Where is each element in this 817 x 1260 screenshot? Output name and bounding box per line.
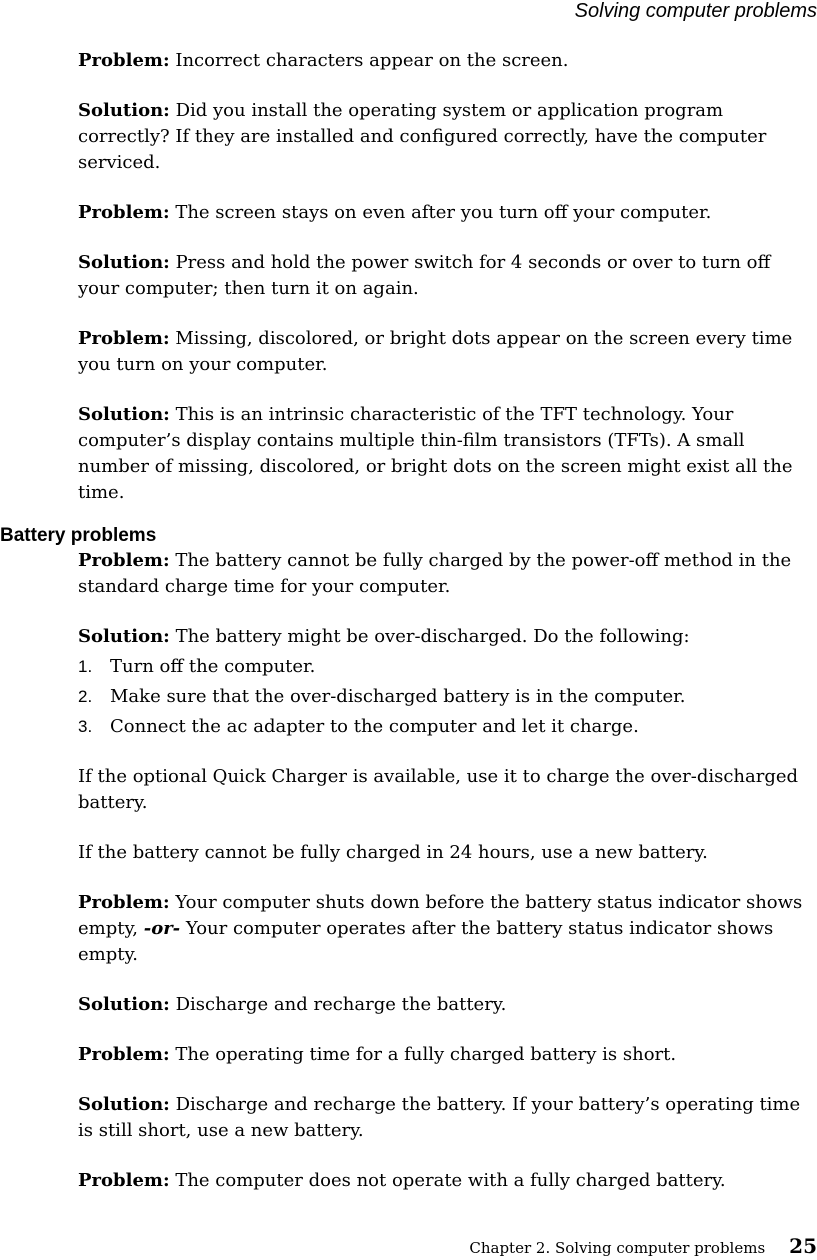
step-text: Turn off the computer. [110, 656, 316, 677]
problem-label: Problem: [78, 1044, 170, 1065]
running-header: Solving computer problems [574, 0, 817, 22]
solution-label: Solution: [78, 1094, 170, 1115]
steps-list [78, 654, 817, 740]
step-number: 1. [78, 657, 93, 676]
problem-1 [78, 48, 817, 74]
or-separator: -or- [143, 918, 181, 939]
battery-problem-1 [78, 548, 817, 600]
page-footer [469, 1234, 817, 1260]
footer-chapter: Chapter 2. Solving computer problems [469, 1239, 766, 1257]
page-content [0, 48, 817, 1218]
note-new-battery: If the battery cannot be fully charged in 24 hours, use a new battery. [78, 842, 708, 863]
solution-3 [78, 402, 817, 506]
solution-text: This is an intrinsic characteristic of the TFT technology. Your computer’s display contains multiple thin-film transistors (TFTs). A small number of missing, discolored, or bright dots on the screen might exist all the time. [78, 404, 793, 503]
solution-1 [78, 98, 817, 176]
problem-text: The battery cannot be fully charged by the power-off method in the standard charge time for your computer. [78, 550, 792, 597]
solution-text: The battery might be over-discharged. Do the following: [175, 626, 690, 647]
battery-solution-2 [78, 992, 817, 1018]
list-item [78, 714, 817, 740]
solution-label: Solution: [78, 404, 170, 425]
problem-label: Problem: [78, 892, 170, 913]
problem-text: Incorrect characters appear on the screen. [175, 50, 569, 71]
battery-solution-1 [78, 624, 817, 650]
solution-2 [78, 250, 817, 302]
problem-label: Problem: [78, 550, 170, 571]
step-number: 3. [78, 717, 93, 736]
page-number: 25 [789, 1234, 817, 1258]
problem-label: Problem: [78, 1170, 170, 1191]
solution-text: Discharge and recharge the battery. If your battery’s operating time is still short, use a new battery. [78, 1094, 801, 1141]
note-quick-charger: If the optional Quick Charger is available, use it to charge the over-discharged battery. [78, 766, 799, 813]
list-item [78, 654, 817, 680]
section-heading-battery: Battery problems [0, 525, 157, 546]
battery-problem-3 [78, 1042, 817, 1068]
problem-text: Your computer operates after the battery status indicator shows empty. [78, 918, 774, 965]
problem-text: The screen stays on even after you turn off your computer. [175, 202, 712, 223]
solution-text: Press and hold the power switch for 4 seconds or over to turn off your computer; then turn it on again. [78, 252, 771, 299]
list-item [78, 684, 817, 710]
problem-text: Missing, discolored, or bright dots appear on the screen every time you turn on your computer. [78, 328, 793, 375]
problem-label: Problem: [78, 202, 170, 223]
problem-text: Your computer shuts down before the battery status indicator shows empty, [78, 892, 803, 939]
solution-text: Did you install the operating system or application program correctly? If they are installed and configured correctly, have the computer serviced. [78, 100, 767, 173]
solution-text: Discharge and recharge the battery. [175, 994, 507, 1015]
solution-label: Solution: [78, 100, 170, 121]
step-number: 2. [78, 687, 93, 706]
battery-solution-3 [78, 1092, 817, 1144]
problem-3 [78, 326, 817, 378]
battery-problem-4 [78, 1168, 817, 1194]
problem-text: The computer does not operate with a fully charged battery. [175, 1170, 726, 1191]
solution-label: Solution: [78, 994, 170, 1015]
battery-problem-2 [78, 890, 817, 968]
problem-text: The operating time for a fully charged battery is short. [175, 1044, 677, 1065]
solution-label: Solution: [78, 252, 170, 273]
step-text: Make sure that the over-discharged battery is in the computer. [110, 686, 686, 707]
step-text: Connect the ac adapter to the computer and let it charge. [110, 716, 639, 737]
problem-label: Problem: [78, 328, 170, 349]
problem-label: Problem: [78, 50, 170, 71]
problem-2 [78, 200, 817, 226]
solution-label: Solution: [78, 626, 170, 647]
